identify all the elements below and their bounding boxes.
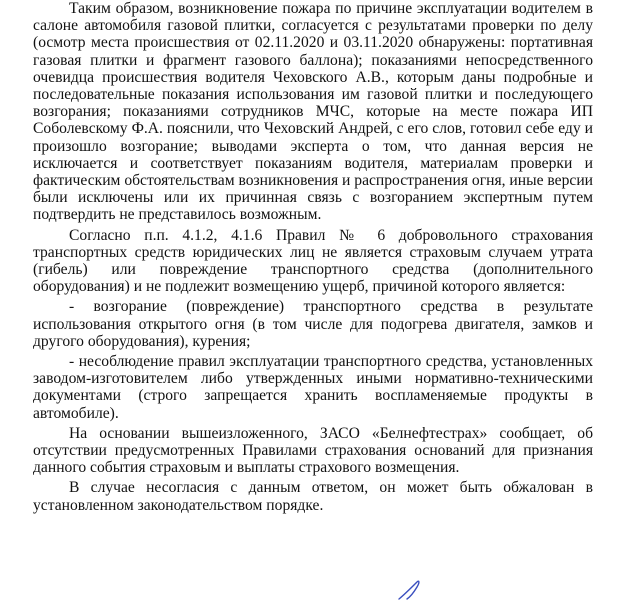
list-item-violation: - несоблюдение правил эксплуатации транспортного средства, установленных заводом-изготовителем либо утвержденных иными нормативно-техническими документами (строго запрещается хранить воспламеняемые продукты в автомобиле). (33, 353, 593, 422)
list-item-fire: - возгорание (повреждение) транспортного средства в результате использования открытого огня (в том числе для подогрева двигателя, замков и другого оборудования), курения; (33, 298, 593, 350)
paragraph-fire-cause: Таким образом, возникновение пожара по причине эксплуатации водителем в салоне автомобиля газовой плитки, согласуется с результатами проверки по делу (осмотр места происшествия от 02.11.2020 и 03.11.2020 обнаружены: портативная газовая плитки и фрагмент газового баллона); показаниями непосредственного очевидца происшествия водителя Чеховского А.В., которым даны подробные и последовательные показания использования им газовой плитки и последующего возгорания; показаниями сотрудников МЧС, которые на месте пожара ИП Соболевскому Ф.А. пояснили, что Чеховский Андрей, с его слов, готовил себе еду и произошло возгорание; выводами эксперта о том, что данная версия не исключается и соответствует показаниям водителя, материалам проверки и фактическим обстоятельствам возникновения и распространения огня, иные версии были исключены или их причинная связь с возгоранием экспертным путем подтвердить не представилось возможным. (33, 0, 594, 224)
paragraph-insurance-rules: Согласно п.п. 4.1.2, 4.1.6 Правил № 6 добровольного страхования транспортных средств юридических лиц не является страховым случаем утрата (гибель) или повреждение транспортного средства (дополнительного оборудования) и не подлежит возмещению ущерб, причиной которого является: (33, 226, 593, 296)
signature-stroke (395, 578, 435, 600)
paragraph-appeal: В случае несогласия с данным ответом, он может быть обжалован в установленном законодательством порядке. (33, 479, 593, 514)
document-page (33, 0, 593, 514)
paragraph-conclusion: На основании вышеизложенного, ЗАСО «Белнефтестрах» сообщает, об отсутствии предусмотренных Правилами страхования оснований для признания данного события страховым и выплаты страхового возмещения. (33, 424, 593, 477)
